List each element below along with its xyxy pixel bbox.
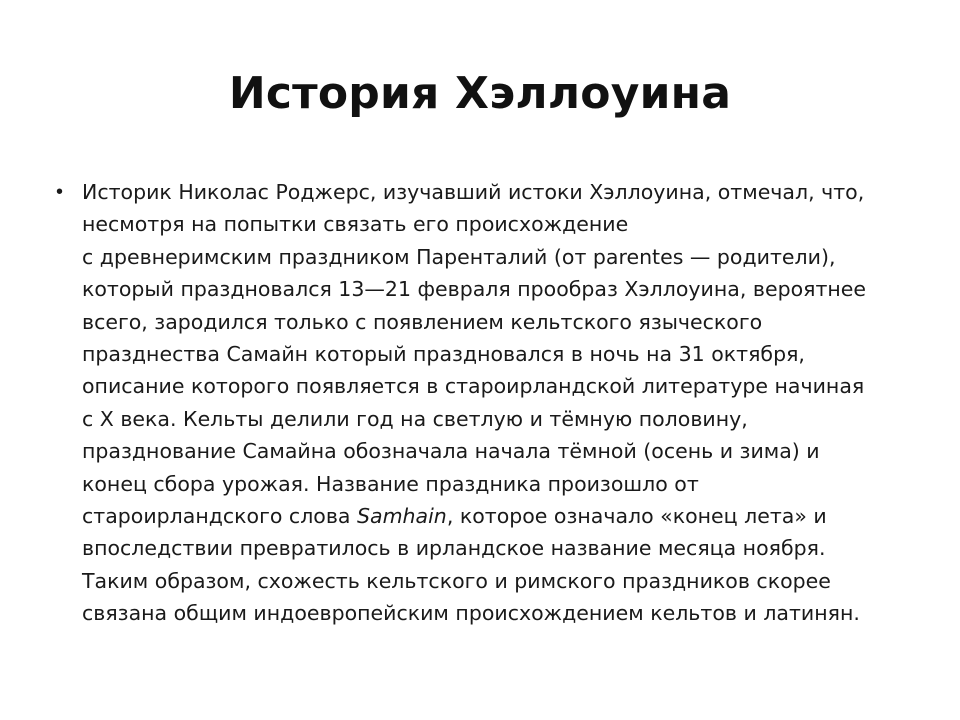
- paragraph-line-10: конец сбора урожая. Название праздника произошло от: [82, 471, 699, 496]
- paragraph-line-14: связана общим индоевропейским происхождением кельтов и латинян.: [82, 601, 860, 626]
- bullet-icon: •: [56, 181, 64, 203]
- paragraph-line-5: всего, зародился только с появлением кельтского языческого: [82, 309, 763, 334]
- paragraph-line-13: Таким образом, схожесть кельтского и римского праздников скорее: [82, 568, 831, 593]
- paragraph-line-11: [82, 500, 904, 532]
- paragraph-line-4: который праздновался 13—21 февраля прообраз Хэллоуина, вероятнее: [82, 277, 867, 302]
- paragraph-line-3: с древнеримским праздником Паренталий (от parentes — родители),: [82, 244, 836, 269]
- paragraph-line-12: впоследствии превратилось в ирландское название месяца ноября.: [82, 536, 826, 561]
- paragraph-line-2: несмотря на попытки связать его происхождение: [82, 212, 629, 237]
- bullet-item: [56, 176, 904, 630]
- samhain-line-before: староирландского слова: [82, 504, 358, 529]
- slide-body: [56, 176, 904, 630]
- samhain-word: Samhain: [357, 504, 447, 529]
- slide-title: История Хэллоуина: [228, 68, 732, 119]
- bullet-paragraph: [82, 176, 904, 630]
- paragraph-line-7: описание которого появляется в староирландской литературе начиная: [82, 374, 865, 399]
- paragraph-line-1: Историк Николас Роджерс, изучавший истоки Хэллоуина, отмечал, что,: [82, 180, 865, 204]
- paragraph-line-9: празднование Самайна обозначала начала тёмной (осень и зима) и: [82, 439, 820, 464]
- samhain-line-after: , которое означало «конец лета» и: [446, 504, 827, 529]
- paragraph-line-8: с X века. Кельты делили год на светлую и тёмную половину,: [82, 406, 748, 431]
- paragraph-line-6: празднества Самайн который праздновался в ночь на 31 октября,: [82, 342, 805, 367]
